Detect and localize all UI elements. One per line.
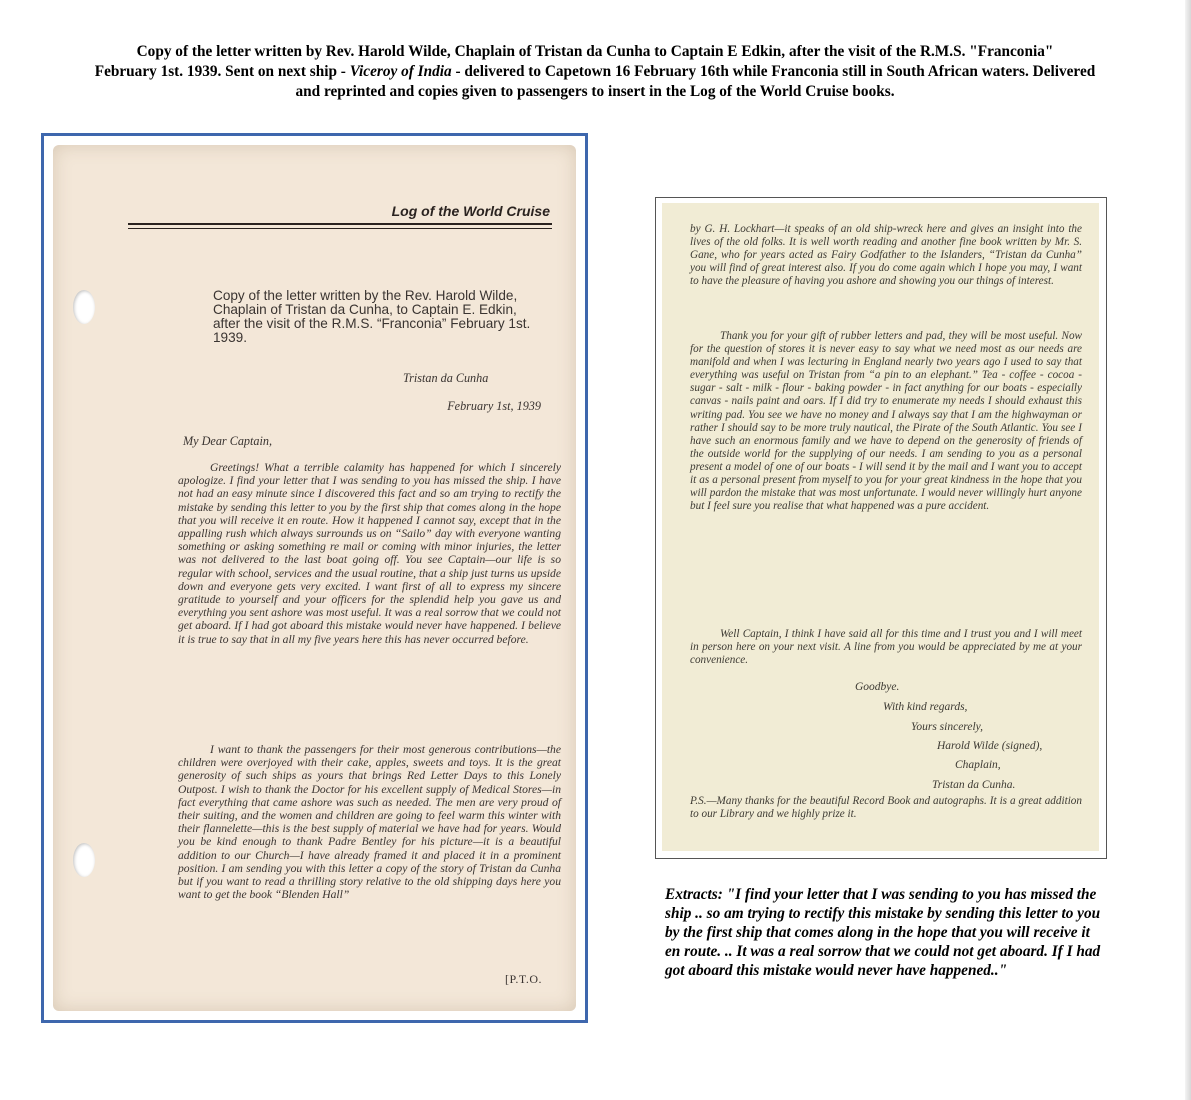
letter-paragraph-5: Well Captain, I think I have said all for this time and I trust you and I will meet in person here on your next visit. A line from you would be appreciated by me at your convenience. — [690, 628, 1082, 667]
letter-page-1-frame — [41, 133, 588, 1023]
header-line-2-start: February 1st. 1939. Sent on next ship - — [94, 63, 350, 80]
letter-paragraph-2: I want to thank the passengers for their most generous contributions—the children were overjoyed with their cake, apples, sweets and toys. It is the great generosity of such ships as yours that brings Red Letter Days to this Lonely Outpost. I wish to thank the Doctor for his excellent supply of Medical Stores—in fact everything that came ashore was such as needed. The men are very proud of their suiting, and the women and children are going to feel warm this winter with their flannelette—this is the best supply of material we have had for years. Would you be kind enough to thank Padre Bentley for his picture—it is a beautiful addition to our Church—I have already framed it and placed it in a prominent position. I am sending you with this letter a copy of the story of Tristan da Cunha but if you want to read a thrilling story relative to the old shipping days here you want to get the book “Blenden Hall” — [178, 743, 561, 902]
page-header — [30, 42, 1160, 102]
title-rule-thick — [128, 223, 552, 225]
header-ship-name: Viceroy of India — [349, 63, 452, 80]
punch-hole-bottom — [73, 843, 95, 877]
letter-salutation: My Dear Captain, — [183, 434, 273, 448]
title-rule-thin — [128, 228, 552, 229]
signoff-title: Chaplain, — [955, 759, 1001, 771]
signoff-signature: Harold Wilde (signed), — [937, 740, 1043, 752]
header-line-3: and reprinted and copies given to passengers to insert in the Log of the World Cruise books. — [295, 83, 895, 100]
letter-date: February 1st, 1939 — [447, 399, 541, 413]
log-title: Log of the World Cruise — [391, 203, 550, 219]
signoff-yours: Yours sincerely, — [911, 721, 983, 733]
punch-hole-top — [73, 290, 95, 324]
page-edge — [1185, 0, 1191, 1100]
letter-paragraph-1: Greetings! What a terrible calamity has happened for which I sincerely apologize. I find your letter that I was sending to you has missed the ship. I have not had an easy minute since I discovered this fact and so am trying to rectify the mistake by sending this letter to you by the first ship that comes along in the hope that you will receive it en route. How it happened I cannot say, except that in the appalling rush which always surrounds us on “Sailo” day with everyone wanting something or asking something re mail or coming with minor injuries, the letter was not delivered to the last boat going off. You see Captain—our life is so regular with school, services and the usual routine, that a ship just turns us upside down and everyone gets very excited. I want first of all to express my sincere gratitude to yourself and your officers for the splendid help you gave us and everything you sent ashore was most useful. It was a real sorrow that we could not get aboard. If I had got aboard this mistake would never have happened. I believe it is true to say that in all my five years here this has never occurred before. — [178, 461, 561, 646]
letter-page-1 — [53, 145, 576, 1011]
letter-page-2-frame — [655, 197, 1107, 859]
letter-page-2 — [662, 203, 1099, 851]
header-line-2-end: - delivered to Capetown 16 February 16th while Franconia still in South African waters. Delivered — [451, 63, 1096, 80]
signoff-goodbye: Goodbye. — [855, 681, 900, 693]
signoff-place: Tristan da Cunha. — [932, 779, 1016, 791]
letter-postscript: P.S.—Many thanks for the beautiful Record Book and autographs. It is a great addition to our Library and we highly prize it. — [690, 795, 1082, 821]
extracts-note: Extracts: "I find your letter that I was sending to you has missed the ship .. so am trying to rectify this mistake by sending this letter to you by the first ship that comes along in the hope that you will receive it en route. .. It was a real sorrow that we could not get aboard. If I had got aboard this mistake would never have happened.." — [665, 886, 1101, 979]
signoff-regards: With kind regards, — [883, 701, 968, 713]
header-line-2 — [30, 62, 1160, 82]
header-line-1: Copy of the letter written by Rev. Harold Wilde, Chaplain of Tristan da Cunha to Captain E Edkin, after the visit of the R.M.S. "Franconia" — [136, 43, 1054, 60]
letter-paragraph-4: Thank you for your gift of rubber letters and pad, they will be most useful. Now for the question of stores it is never easy to say what we need most as our needs are manifold and when I was lecturing in England nearly two years ago I used to say that everything was useful on Tristan from “a pin to an elephant.” Tea - coffee - cocoa - sugar - salt - milk - flour - baking powder - in fact anything for our boats - especially canvas - nails paint and oars. If I did try to enumerate my needs I should exhaust this writing pad. You see we have no money and I always say that I am the highwayman or rather I should say to be more truly nautical, the Pirate of the South Atlantic. You see I have such an enormous family and we have to depend on the generosity of friends of the outside world for the supplying of our needs. I am sending to you as a personal present a model of one of our boats - I will send it by the mail and I want you to accept it as a personal present from myself to you for your great kindness in the hope that you will pardon the mistake that was most unfortunate. I would never willingly hurt anyone but I feel sure you realise that what happened was a pure accident. — [690, 330, 1082, 513]
pto-note: [P.T.O. — [505, 972, 542, 986]
letter-paragraph-3: by G. H. Lockhart—it speaks of an old ship-wreck here and gives an insight into the lives of the old folks. It is well worth reading and another fine book written by Mr. S. Gane, who for years acted as Fairy Godfather to the Islanders, “Tristan da Cunha” you will find of great interest also. If you do come again which I hope you may, I want to have the pleasure of having you ashore and showing you our things of interest. — [690, 223, 1082, 288]
letter-intro: Copy of the letter written by the Rev. Harold Wilde, Chaplain of Tristan da Cunha, to Captain E. Edkin, after the visit of the R.M.S. “Franconia” February 1st. 1939. — [213, 288, 531, 345]
letter-place: Tristan da Cunha — [403, 371, 489, 385]
